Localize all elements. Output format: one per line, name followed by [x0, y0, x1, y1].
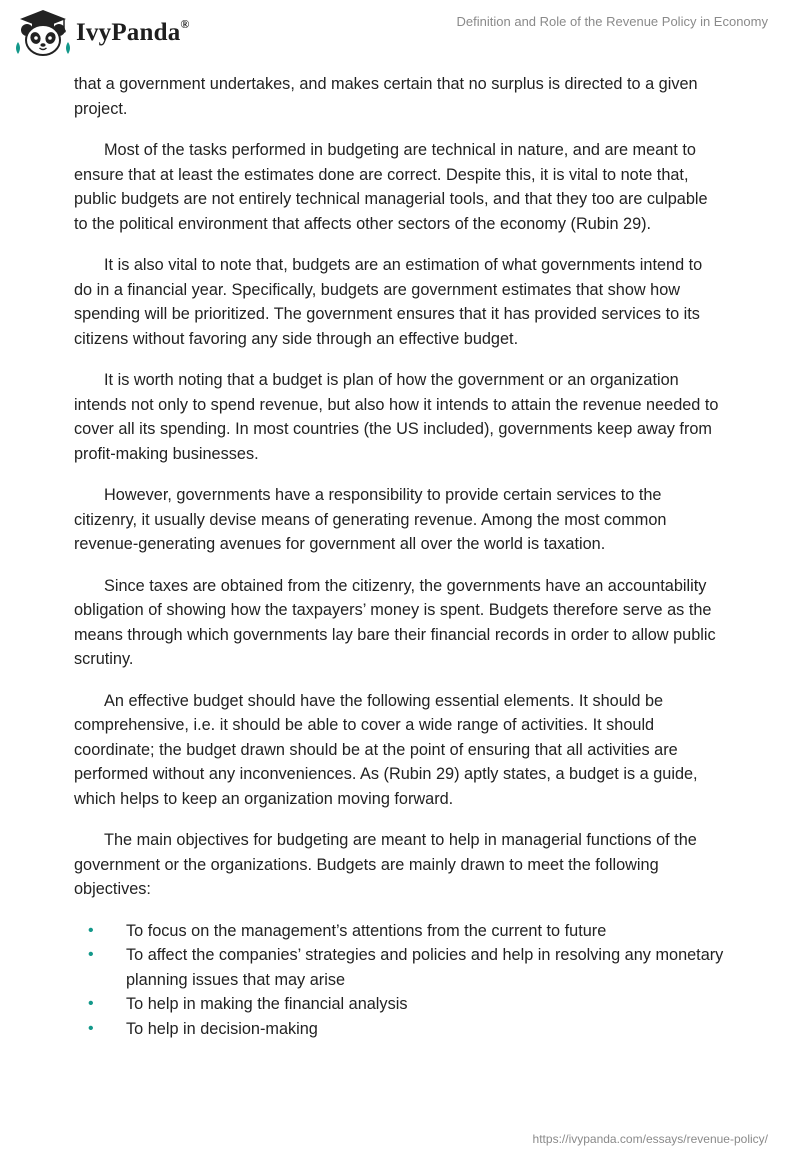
paragraph: However, governments have a responsibility to provide certain services to the citizenry, it usually devise means of generating revenue. Among the most common revenue-generating avenues for government all over the world is taxation.: [74, 486, 667, 553]
paragraph: The main objectives for budgeting are meant to help in managerial functions of the government or the organizations. Budgets are mainly drawn to meet the following objectives:: [74, 831, 697, 898]
registered-mark: ®: [180, 17, 190, 31]
paragraph: Since taxes are obtained from the citizenry, the governments have an accountability obligation of showing how the taxpayers’ money is spent. Budgets therefore serve as the means through which governments lay bare their financial records in order to allow public scrutiny.: [74, 576, 716, 668]
paragraph: that a government undertakes, and makes certain that no surplus is directed to a given project.: [74, 75, 698, 118]
list-item-text: To help in decision-making: [126, 1019, 318, 1038]
page-header: [0, 0, 800, 70]
bullet-icon: •: [88, 946, 94, 963]
list-item: [74, 992, 724, 1017]
list-item-text: To focus on the management’s attentions from the current to future: [126, 921, 607, 940]
essay-body: [74, 72, 724, 1041]
bullet-icon: •: [88, 921, 94, 939]
paragraph: It is also vital to note that, budgets are an estimation of what governments intend to do in a financial year. Specifically, budgets are government estimates that show how spending will be prioritized. The government ensures that it has provided services to its citizens without favoring any side through an effective budget.: [74, 256, 703, 348]
brand-name: IvyPanda®: [76, 17, 190, 46]
list-item-text: To help in making the financial analysis: [126, 995, 408, 1013]
brand-logo[interactable]: [14, 8, 190, 58]
list-item: [74, 943, 724, 992]
bullet-icon: •: [88, 995, 94, 1012]
list-item: [74, 919, 724, 944]
source-url[interactable]: https://ivypanda.com/essays/revenue-policy/: [532, 1132, 768, 1146]
document-title: Definition and Role of the Revenue Policy in Economy: [456, 14, 768, 29]
objectives-list: [74, 919, 724, 1042]
bullet-icon: •: [88, 1019, 94, 1037]
list-item: [74, 1017, 724, 1042]
panda-graduate-icon: [14, 8, 72, 58]
paragraph: It is worth noting that a budget is plan of how the government or an organization intends not only to spend revenue, but also how it intends to attain the revenue needed to cover all its spending. In most countries (the US included), governments keep away from profit-making businesses.: [74, 371, 719, 463]
paragraph: Most of the tasks performed in budgeting are technical in nature, and are meant to ensure that at least the estimates done are correct. Despite this, it is vital to note that, public budgets are not entirely technical managerial tools, and that they too are culpable to the political environment that affects other sectors of the economy (Rubin 29).: [74, 141, 708, 233]
list-item-text: To affect the companies’ strategies and policies and help in resolving any monetary planning issues that may arise: [126, 946, 724, 989]
paragraph: An effective budget should have the following essential elements. It should be comprehensive, i.e. it should be able to cover a wide range of activities. It should coordinate; the budget drawn should be at the point of ensuring that all activities are performed without any inconveniences. As (Rubin 29) aptly states, a budget is a guide, which helps to keep an organization moving forward.: [74, 691, 698, 808]
